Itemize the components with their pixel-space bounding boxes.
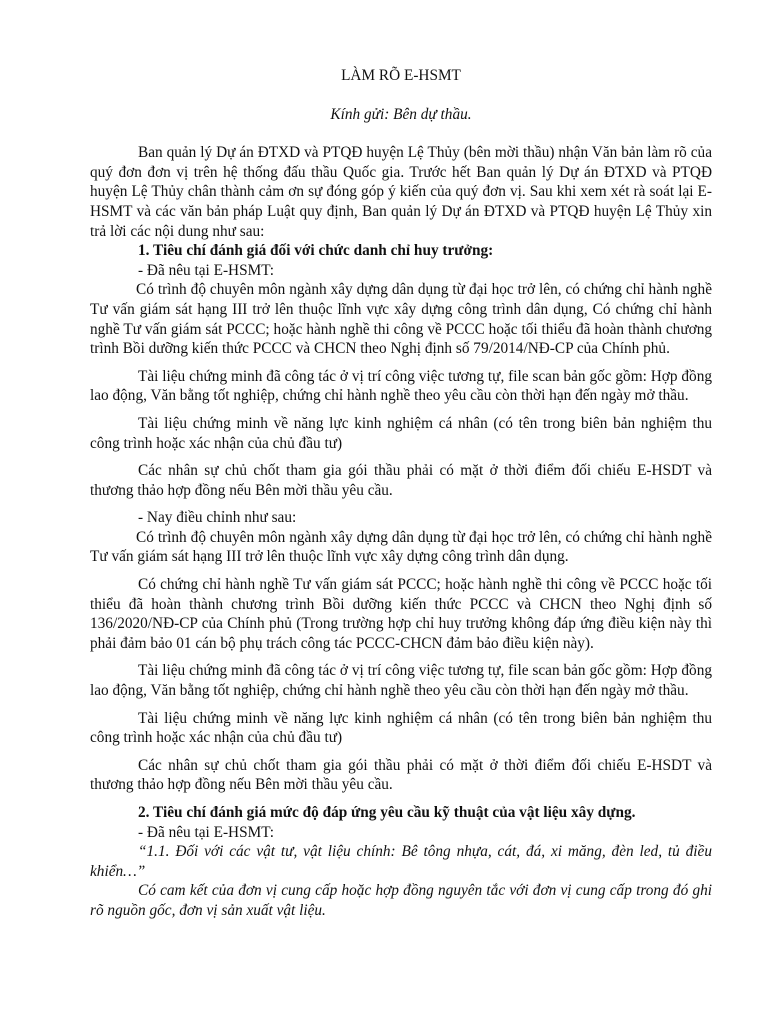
section-1-adjusted-p1: Có trình độ chuyên môn ngành xây dựng dân dụng từ đại học trở lên, có chứng chỉ hành nghề Tư vấn giám sát hạng III trở lên thuộc lĩnh vực xây dựng công trình dân dụng. <box>90 528 712 566</box>
section-1-stated-p2: Tài liệu chứng minh đã công tác ở vị trí công việc tương tự, file scan bản gốc gồm: Hợp đồng lao động, Văn bằng tốt nghiệp, chứng chỉ hành nghề theo yêu cầu còn thời hạn đến ngày mở thầu. <box>90 367 712 405</box>
section-1-adjusted-p2: Có chứng chỉ hành nghề Tư vấn giám sát PCCC; hoặc hành nghề thi công về PCCC hoặc tối thiểu đã hoàn thành chương trình Bồi dưỡng kiến thức PCCC và CHCN theo Nghị định số 136/2020/NĐ-CP của Chính phủ (Trong trường hợp chỉ huy trưởng không đáp ứng điều kiện này thì phải đảm bảo 01 cán bộ phụ trách công tác PCCC-CHCN đảm bảo điều kiện này). <box>90 576 712 652</box>
section-1-adjusted-p4: Tài liệu chứng minh về năng lực kinh nghiệm cá nhân (có tên trong biên bản nghiệm thu công trình hoặc xác nhận của chủ đầu tư) <box>90 709 712 747</box>
section-1-heading: 1. Tiêu chí đánh giá đối với chức danh chỉ huy trưởng: <box>138 242 494 260</box>
section-2-commitment: Có cam kết của đơn vị cung cấp hoặc hợp đồng nguyên tắc với đơn vị cung cấp trong đó ghi rõ nguồn gốc, đơn vị sản xuất vật liệu. <box>90 882 712 919</box>
document-title: LÀM RÕ E-HSMT <box>341 67 461 84</box>
intro-paragraph: Ban quản lý Dự án ĐTXD và PTQĐ huyện Lệ Thủy (bên mời thầu) nhận Văn bản làm rõ của quý đơn đơn vị trên hệ thống đấu thầu Quốc gia. Trước hết Ban quản lý Dự án ĐTXD và PTQĐ huyện Lệ Thủy chân thành cảm ơn sự đóng góp ý kiến của quý đơn vị. Sau khi xem xét rà soát lại E-HSMT và các văn bản pháp Luật quy định, Ban quản lý Dự án ĐTXD và PTQĐ huyện Lệ Thủy xin trả lời các nội dung như sau: <box>90 144 712 240</box>
section-1-adjusted-p5: Các nhân sự chủ chốt tham gia gói thầu phải có mặt ở thời điểm đối chiếu E-HSDT và thương thảo hợp đồng nếu Bên mời thầu yêu cầu. <box>90 756 712 794</box>
section-1-stated-label: - Đã nêu tại E-HSMT: <box>138 261 275 279</box>
section-1-stated-p3: Tài liệu chứng minh về năng lực kinh nghiệm cá nhân (có tên trong biên bản nghiệm thu công trình hoặc xác nhận của chủ đầu tư) <box>90 414 712 452</box>
document-page <box>90 66 712 921</box>
section-2-heading: 2. Tiêu chí đánh giá mức độ đáp ứng yêu cầu kỹ thuật của vật liệu xây dựng. <box>138 804 636 821</box>
section-2-quote: “1.1. Đối với các vật tư, vật liệu chính: Bê tông nhựa, cát, đá, xi măng, đèn led, tủ điều khiển…” <box>90 843 712 880</box>
section-2-stated-label: - Đã nêu tại E-HSMT: <box>138 823 275 841</box>
section-1-adjusted-p3: Tài liệu chứng minh đã công tác ở vị trí công việc tương tự, file scan bản gốc gồm: Hợp đồng lao động, Văn bằng tốt nghiệp, chứng chỉ hành nghề theo yêu cầu còn thời hạn đến ngày mở thầu. <box>90 662 712 700</box>
section-1-stated-p1: Có trình độ chuyên môn ngành xây dựng dân dụng từ đại học trở lên, có chứng chỉ hành nghề Tư vấn giám sát hạng III trở lên thuộc lĩnh vực xây dựng công trình dân dụng, Có chứng chỉ hành nghề Tư vấn giám sát PCCC; hoặc hành nghề thi công về PCCC hoặc tối thiểu đã hoàn thành chương trình Bồi dưỡng kiến thức PCCC và CHCN theo Nghị định số 79/2014/NĐ-CP của Chính phủ. <box>90 281 712 358</box>
section-1-stated-p4: Các nhân sự chủ chốt tham gia gói thầu phải có mặt ở thời điểm đối chiếu E-HSDT và thương thảo hợp đồng nếu Bên mời thầu yêu cầu. <box>90 462 712 499</box>
section-1-adjusted-label: - Nay điều chỉnh như sau: <box>138 509 297 527</box>
greeting: Kính gửi: Bên dự thầu. <box>330 105 472 123</box>
